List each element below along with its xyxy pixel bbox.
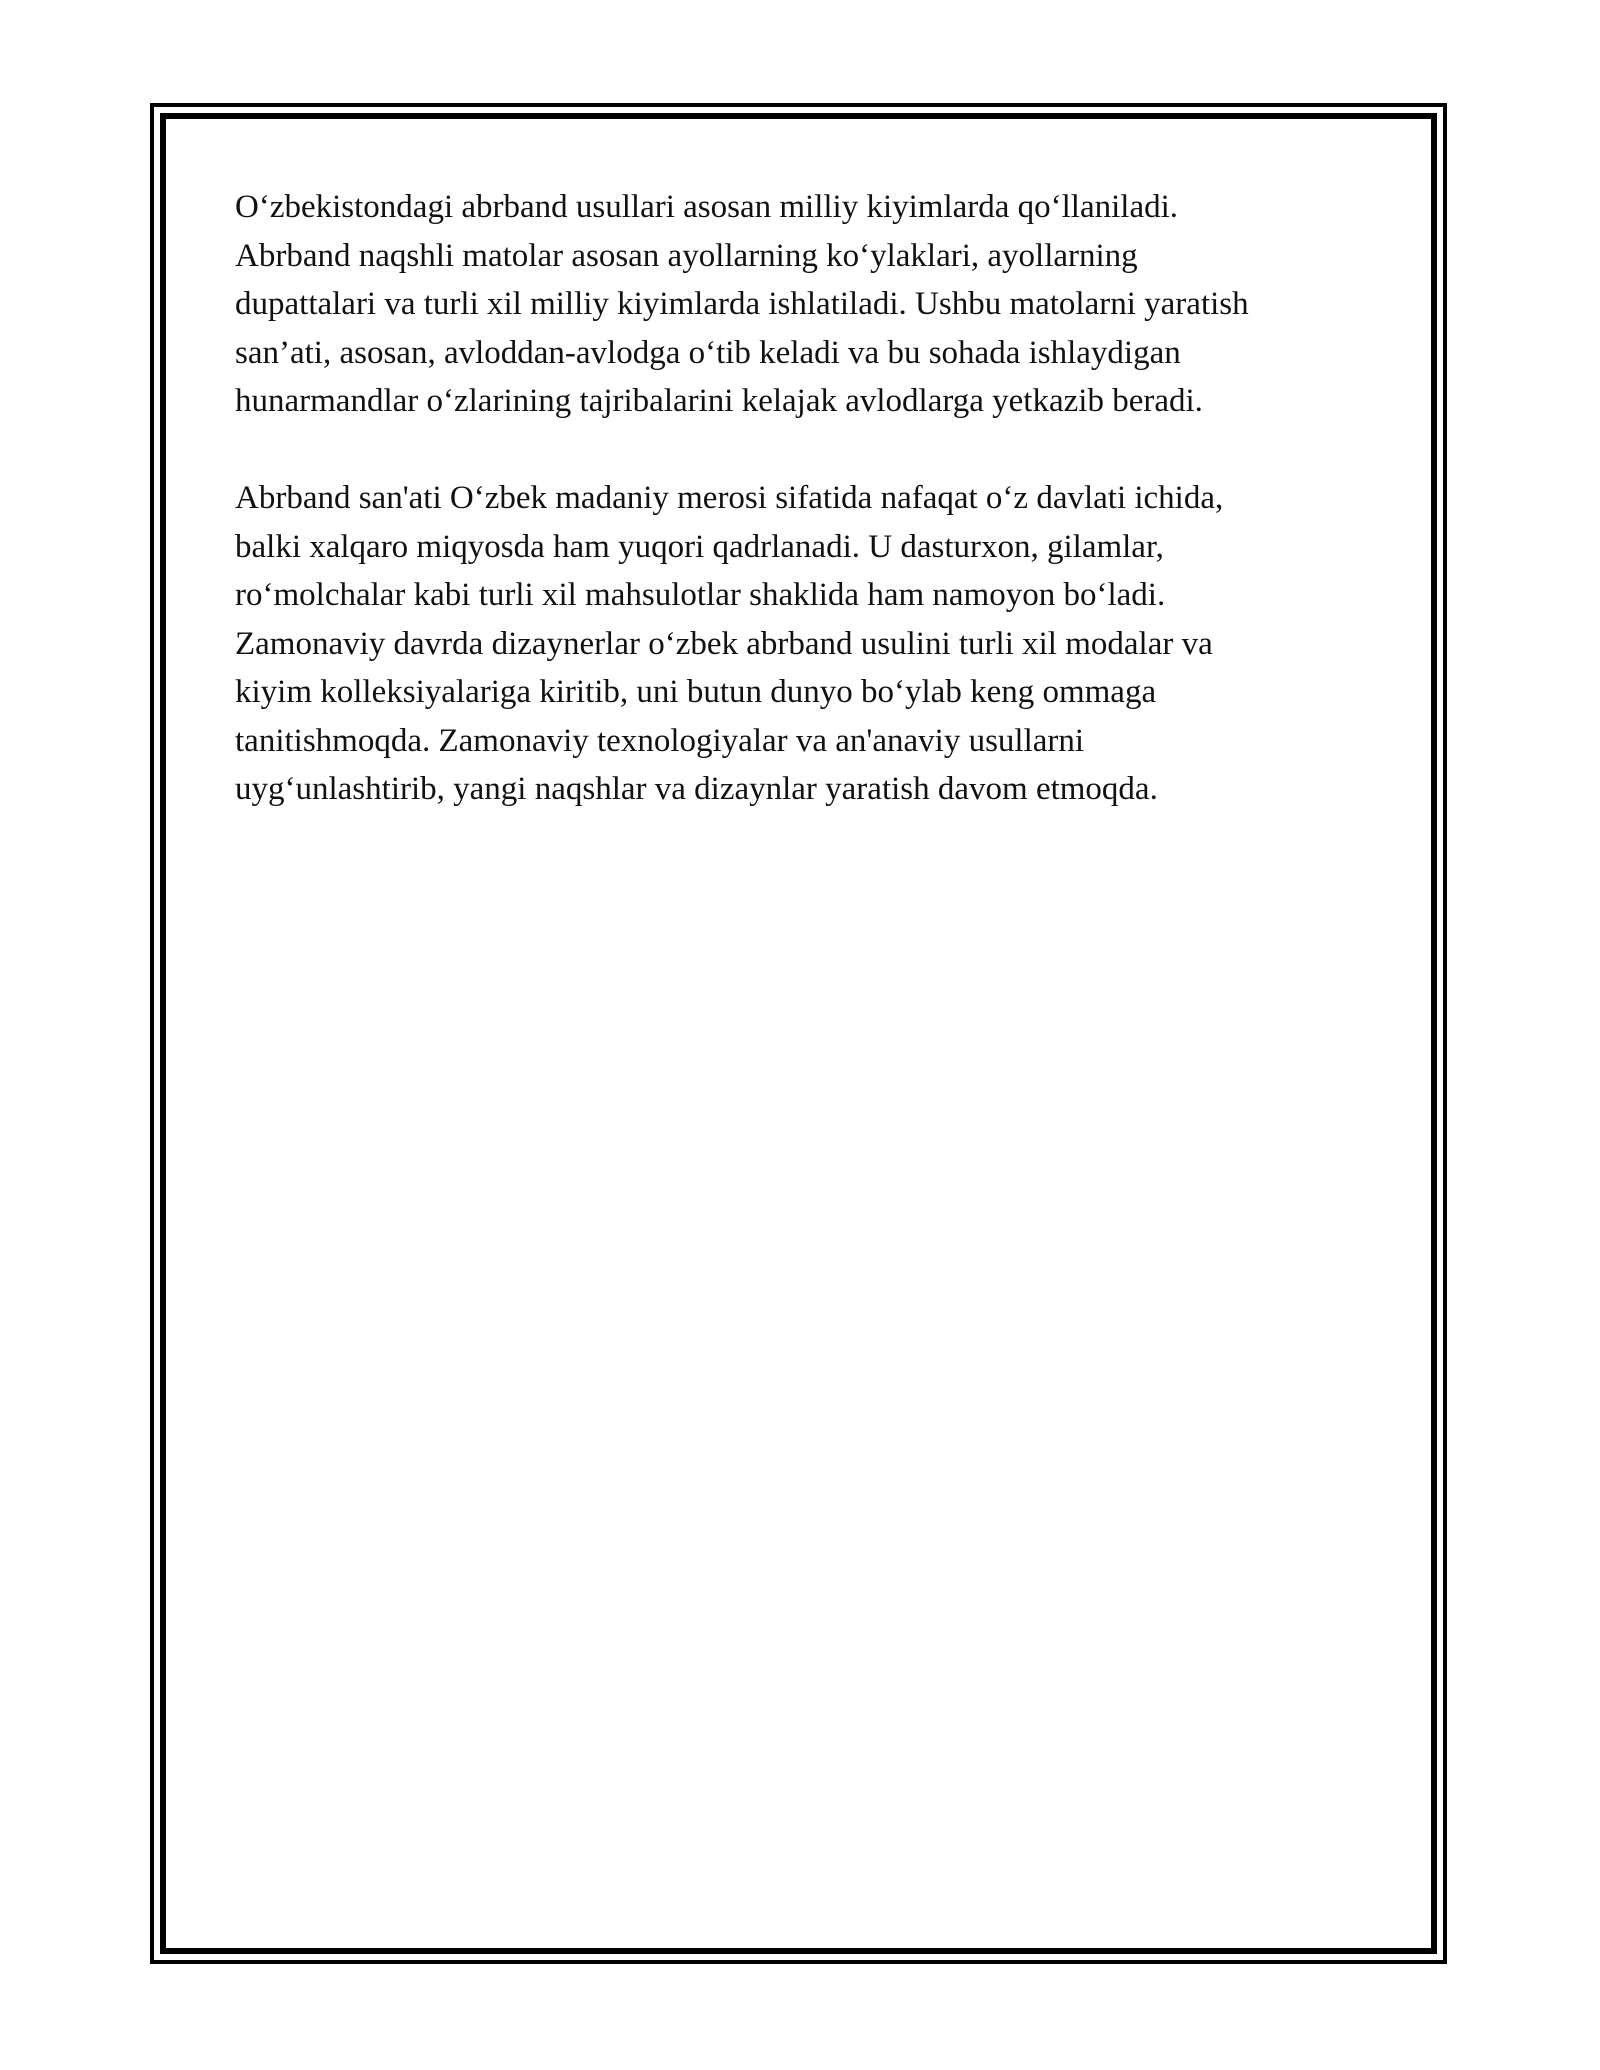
text-line: Abrband san'ati Oʻzbek madaniy merosi sifatida nafaqat oʻz davlati ichida,	[235, 480, 1224, 516]
text-line: kiyim kolleksiyalariga kiritib, uni butun dunyo boʻylab keng ommaga	[235, 674, 1157, 710]
document-body	[235, 183, 1375, 862]
text-line: balki xalqaro miqyosda ham yuqori qadrlanadi. U dasturxon, gilamlar,	[235, 528, 1164, 565]
text-line: dupattalari va turli xil milliy kiyimlarda ishlatiladi. Ushbu matolarni yaratish	[235, 286, 1249, 322]
text-line: roʻmolchalar kabi turli xil mahsulotlar shaklida ham namoyon boʻladi.	[235, 577, 1166, 613]
text-line: uygʻunlashtirib, yangi naqshlar va dizaynlar yaratish davom etmoqda.	[235, 771, 1158, 807]
paragraph-2	[235, 474, 1375, 814]
text-line: tanitishmoqda. Zamonaviy texnologiyalar va an'anaviy usullarni	[235, 722, 1085, 759]
text-line: hunarmandlar oʻzlarining tajribalarini kelajak avlodlarga yetkazib beradi.	[235, 383, 1203, 419]
text-line: san’ati, asosan, avloddan-avlodga oʻtib keladi va bu sohada ishlaydigan	[235, 334, 1181, 371]
text-line: Oʻzbekistondagi abrband usullari asosan milliy kiyimlarda qoʻllaniladi.	[235, 189, 1179, 225]
paragraph-1	[235, 183, 1375, 426]
text-line: Abrband naqshli matolar asosan ayollarning koʻylaklari, ayollarning	[235, 237, 1138, 274]
text-line: Zamonaviy davrda dizaynerlar oʻzbek abrband usulini turli xil modalar va	[235, 625, 1213, 662]
